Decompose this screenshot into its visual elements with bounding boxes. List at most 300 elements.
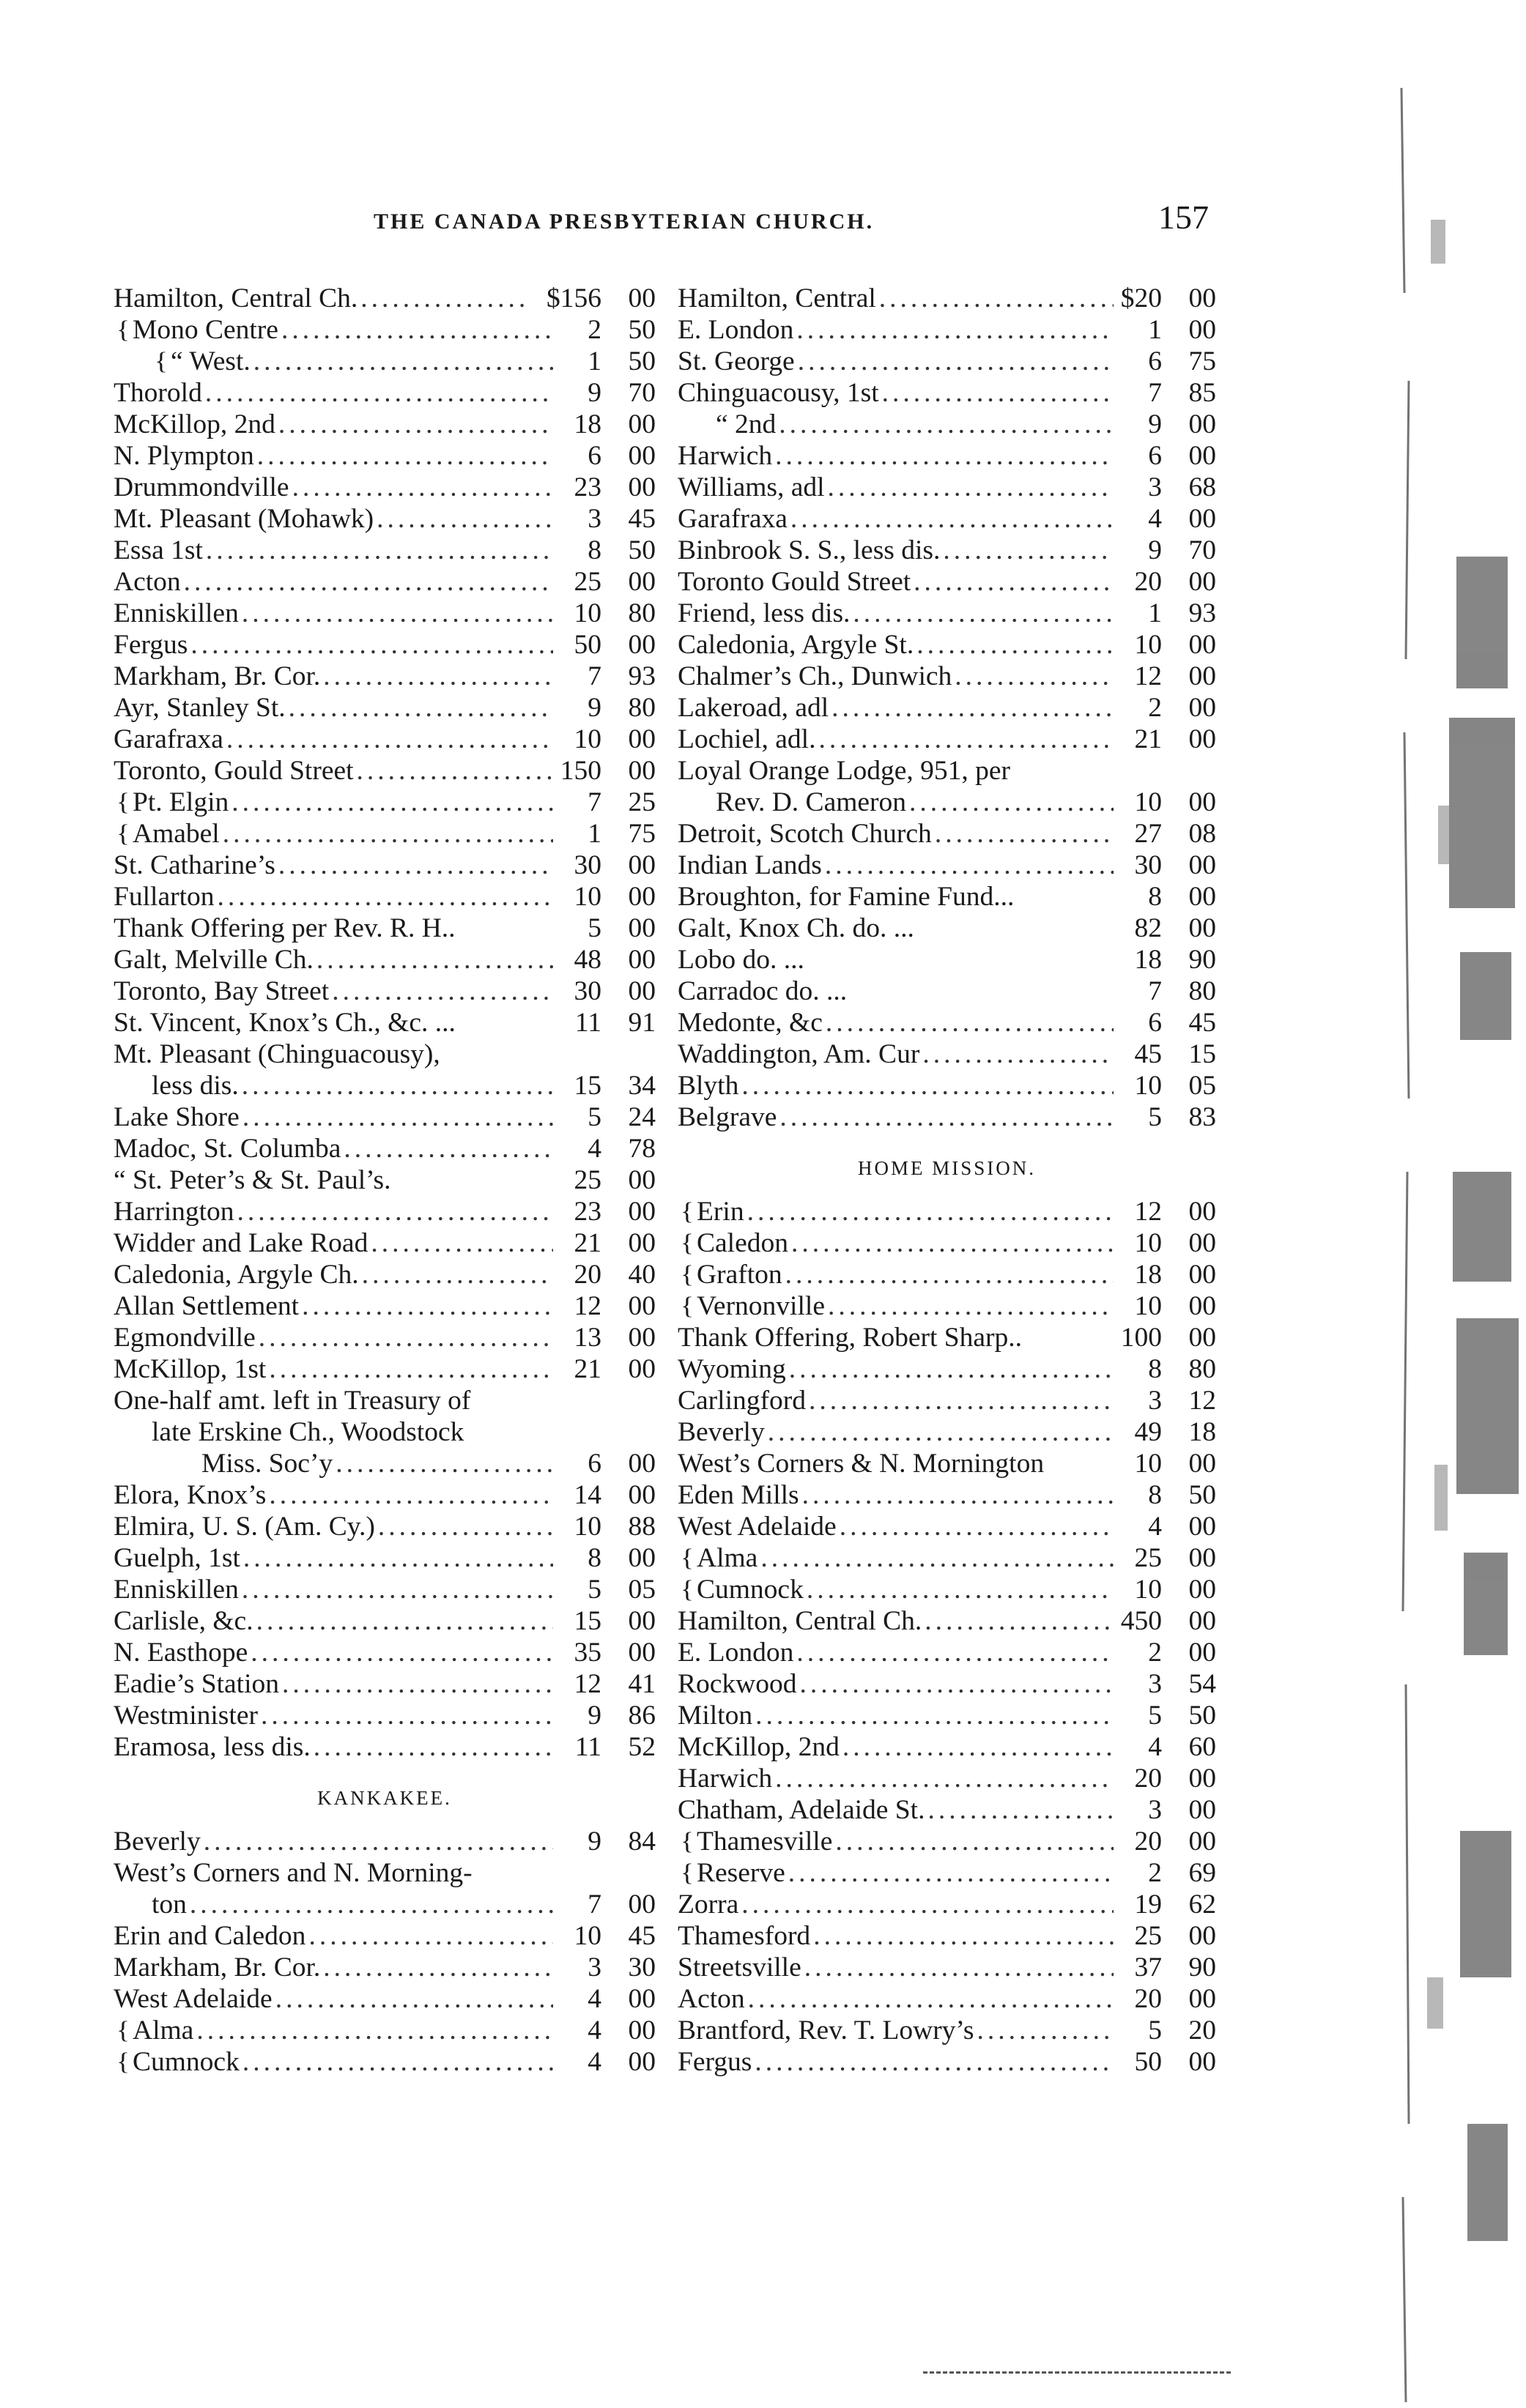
kankakee-entry-row (114, 2046, 656, 2078)
left-entry-row (114, 1448, 656, 1479)
entry-name: Beverly (114, 1827, 201, 1857)
left-entry-row (114, 598, 656, 629)
amount-dollars: 45 (1134, 1039, 1162, 1069)
amount-cents: 00 (1188, 441, 1216, 471)
entry-name: Ayr, Stanley St. (114, 693, 286, 723)
dot-leader (779, 409, 1114, 440)
amount-cents: 00 (1188, 1606, 1216, 1636)
entry-name: Zorra (678, 1889, 739, 1920)
entry-name: { Caledon (678, 1227, 788, 1259)
amount-dollars: 5 (1148, 1102, 1162, 1132)
amount-dollars: 4 (588, 1984, 601, 2014)
entry-name: Carradoc do. ... (678, 976, 848, 1006)
amount-cents: 83 (1188, 1102, 1216, 1132)
right-entry-row (678, 503, 1216, 535)
dot-leader (357, 755, 553, 787)
dot-leader (289, 692, 553, 724)
home-mission-entry-row (678, 1952, 1216, 1983)
home-mission-entry-row (678, 1479, 1216, 1511)
amount-cents: 90 (1188, 945, 1216, 975)
entry-name: Harwich (678, 441, 773, 471)
amount-cents: 00 (1188, 850, 1216, 880)
home-mission-entry-row (678, 1637, 1216, 1668)
amount-cents: 05 (1188, 1071, 1216, 1101)
amount-dollars: 6 (588, 441, 601, 471)
amount-dollars: 7 (588, 1889, 601, 1920)
amount-cents: 90 (1188, 1952, 1216, 1982)
kankakee-entry-row (114, 1857, 656, 1889)
entry-name: Guelph, 1st (114, 1543, 240, 1573)
entry-name: { Cumnock (678, 1574, 804, 1605)
entry-name: St. Catharine’s (114, 850, 275, 880)
left-entry-row (114, 535, 656, 566)
left-entry-row (114, 1290, 656, 1322)
amount-dollars: 3 (588, 504, 601, 534)
entry-name: McKillop, 2nd (678, 1732, 840, 1762)
section-title-home-mission: HOME MISSION. (857, 1157, 1037, 1179)
amount-cents: 91 (628, 1008, 656, 1038)
left-entry-row (114, 1731, 656, 1763)
entry-name: McKillop, 2nd (114, 409, 275, 439)
amount-cents: 00 (628, 567, 656, 597)
dot-leader (206, 535, 553, 566)
dot-leader (800, 1668, 1114, 1700)
right-entry-row (678, 1070, 1216, 1101)
amount-cents: 50 (628, 315, 656, 345)
kankakee-entry-row (114, 1920, 656, 1952)
amount-cents: 45 (1188, 1008, 1216, 1038)
amount-dollars: 10 (1134, 1228, 1162, 1258)
amount-cents: 00 (1188, 1512, 1216, 1542)
dot-leader (332, 976, 553, 1007)
entry-name: Elora, Knox’s (114, 1480, 267, 1510)
dot-leader (818, 724, 1114, 755)
left-entry-row (114, 1070, 656, 1101)
left-entry-row (114, 1605, 656, 1637)
amount-dollars: 11 (574, 1732, 601, 1762)
left-entry-row (114, 377, 656, 409)
entry-name: Loyal Orange Lodge, 951, per (678, 756, 1011, 786)
entry-name: Hamilton, Central Ch. (114, 283, 358, 313)
left-entry-row (114, 1416, 656, 1448)
amount-dollars: 35 (574, 1638, 601, 1668)
left-entry-row (114, 629, 656, 661)
amount-cents: 00 (628, 1323, 656, 1353)
dot-leader (344, 1133, 553, 1164)
dot-leader (804, 1952, 1114, 1983)
amount-cents: 00 (628, 1889, 656, 1920)
right-entry-row (678, 472, 1216, 503)
right-entry-row (678, 881, 1216, 913)
amount-cents: 00 (1188, 1543, 1216, 1573)
amount-cents: 05 (628, 1575, 656, 1605)
left-entry-row (114, 1259, 656, 1290)
left-entry-row (114, 1637, 656, 1668)
left-entry-row (114, 346, 656, 377)
entry-name: Egmondville (114, 1323, 256, 1353)
amount-dollars: 14 (574, 1480, 601, 1510)
amount-dollars: 8 (588, 1543, 601, 1573)
dot-leader (323, 1952, 553, 1983)
amount-cents: 00 (1188, 1228, 1216, 1258)
amount-dollars: 50 (1134, 2047, 1162, 2077)
left-entry-row (114, 1511, 656, 1542)
home-mission-entry-row (678, 1448, 1216, 1479)
amount-cents: 00 (628, 724, 656, 754)
dot-leader (755, 2046, 1114, 2078)
amount-dollars: 25 (574, 567, 601, 597)
dot-leader (813, 1920, 1114, 1952)
dot-leader (790, 503, 1114, 535)
entry-name: Wyoming (678, 1354, 786, 1384)
dot-leader (807, 1574, 1114, 1605)
page-header (366, 198, 1209, 242)
dot-leader (257, 440, 553, 472)
amount-dollars: 82 (1134, 913, 1162, 943)
left-entry-row (114, 409, 656, 440)
dot-leader (828, 1290, 1114, 1322)
entry-name: Enniskillen (114, 598, 239, 628)
amount-dollars: 10 (1134, 630, 1162, 660)
dot-leader (796, 314, 1114, 346)
dot-leader (302, 1290, 553, 1322)
amount-dollars: 10 (574, 1512, 601, 1542)
amount-dollars: 4 (588, 1134, 601, 1164)
amount-dollars: 5 (1148, 2015, 1162, 2045)
right-entry-row (678, 598, 1216, 629)
home-mission-entry-row (678, 1259, 1216, 1290)
left-entry-row (114, 818, 656, 850)
dot-leader (362, 1259, 553, 1290)
dot-leader (909, 787, 1114, 818)
amount-cents: 00 (1188, 2047, 1216, 2077)
kankakee-entry-row (114, 1826, 656, 1857)
home-mission-entry-row (678, 1826, 1216, 1857)
amount-cents: 00 (628, 472, 656, 502)
amount-cents: 00 (1188, 1449, 1216, 1479)
left-entry-row (114, 1196, 656, 1227)
dot-leader (922, 1038, 1114, 1070)
amount-cents: 20 (1188, 2015, 1216, 2045)
entry-name: Streetsville (678, 1952, 801, 1982)
section-title-kankakee: KANKAKEE. (317, 1787, 452, 1809)
dot-leader (825, 850, 1114, 881)
dot-leader (275, 1983, 553, 2015)
entry-name: { “ West. (114, 346, 251, 377)
entry-name: Thamesford (678, 1921, 811, 1951)
amount-dollars: 30 (1134, 850, 1162, 880)
amount-dollars: 20 (1134, 1827, 1162, 1857)
amount-cents: 75 (1188, 346, 1216, 376)
amount-cents: 00 (628, 1606, 656, 1636)
amount-cents: 62 (1188, 1889, 1216, 1920)
dot-leader (336, 1448, 553, 1479)
home-mission-entry-row (678, 1920, 1216, 1952)
amount-cents: 45 (628, 504, 656, 534)
home-mission-entry-row (678, 1605, 1216, 1637)
left-entry-row (114, 1164, 656, 1196)
right-entry-row (678, 1007, 1216, 1038)
entry-name: N. Plympton (114, 441, 254, 471)
dot-leader (879, 283, 1114, 314)
left-entry-row (114, 1479, 656, 1511)
entry-name: Hamilton, Central (678, 283, 876, 313)
entry-name: Eramosa, less dis. (114, 1732, 311, 1762)
left-entry-row (114, 1574, 656, 1605)
amount-cents: 00 (628, 913, 656, 943)
left-entry-row (114, 314, 656, 346)
amount-cents: 00 (1188, 1764, 1216, 1794)
amount-dollars: 30 (574, 976, 601, 1006)
home-mission-entry-row (678, 1416, 1216, 1448)
amount-dollars: 10 (1134, 787, 1162, 817)
right-entry-row (678, 346, 1216, 377)
amount-dollars: 10 (1134, 1575, 1162, 1605)
amount-cents: 80 (628, 598, 656, 628)
kankakee-list (114, 1826, 656, 2078)
amount-cents: 00 (628, 1165, 656, 1195)
kankakee-entry-row (114, 1889, 656, 1920)
amount-dollars: 5 (588, 913, 601, 943)
entry-name: Harwich (678, 1764, 773, 1794)
amount-cents: 30 (628, 1952, 656, 1982)
entry-name: Brantford, Rev. T. Lowry’s (678, 2015, 974, 2045)
entry-name: St. Vincent, Knox’s Ch., &c. ... (114, 1008, 456, 1038)
entry-name: Rev. D. Cameron (716, 787, 907, 817)
scan-edge-artifact (1387, 0, 1526, 2408)
dot-leader (218, 881, 554, 913)
amount-cents: 00 (628, 1638, 656, 1668)
amount-dollars: 2 (588, 315, 601, 345)
amount-dollars: 27 (1134, 819, 1162, 849)
entry-name: Drummondville (114, 472, 289, 502)
left-entry-row (114, 881, 656, 913)
entry-name: { Thamesville (678, 1826, 832, 1857)
entry-name: Chinguacousy, 1st (678, 378, 879, 408)
entry-name: Chatham, Adelaide St. (678, 1795, 925, 1825)
right-entry-row (678, 755, 1216, 787)
entry-name: West’s Corners and N. Morning- (114, 1858, 473, 1888)
left-column (114, 283, 656, 2078)
amount-cents: 00 (1188, 1323, 1216, 1353)
entry-name: One-half amt. left in Treasury of (114, 1386, 471, 1416)
dot-leader (796, 1637, 1114, 1668)
amount-cents: 34 (628, 1071, 656, 1101)
amount-cents: 75 (628, 819, 656, 849)
amount-cents: 70 (628, 378, 656, 408)
amount-dollars: 13 (574, 1323, 601, 1353)
dot-leader (281, 314, 553, 346)
dot-leader (269, 1353, 553, 1385)
entry-name: late Erskine Ch., Woodstock (152, 1417, 464, 1447)
entry-name: Erin and Caledon (114, 1921, 306, 1951)
right-entry-row (678, 377, 1216, 409)
right-entry-row (678, 535, 1216, 566)
home-mission-entry-row (678, 1700, 1216, 1731)
amount-dollars: 25 (1134, 1543, 1162, 1573)
entry-name: West’s Corners & N. Mornington (678, 1449, 1045, 1479)
amount-cents: 84 (628, 1827, 656, 1857)
amount-cents: 70 (1188, 535, 1216, 565)
amount-cents: 00 (1188, 1575, 1216, 1605)
dot-leader (935, 818, 1114, 850)
left-entry-row (114, 1353, 656, 1385)
entry-name: N. Easthope (114, 1638, 248, 1668)
amount-dollars: 9 (588, 1701, 601, 1731)
bottom-scan-mark (923, 2371, 1231, 2378)
amount-cents: 00 (1188, 1260, 1216, 1290)
right-entry-row (678, 566, 1216, 598)
entry-name: Toronto, Gould Street (114, 756, 354, 786)
left-entry-row (114, 566, 656, 598)
amount-cents: 00 (628, 945, 656, 975)
dot-leader (371, 1227, 553, 1259)
entry-name: { Erin (678, 1196, 744, 1227)
left-list (114, 283, 656, 1763)
entry-name: McKillop, 1st (114, 1354, 267, 1384)
amount-dollars: 6 (1148, 441, 1162, 471)
home-mission-entry-row (678, 2015, 1216, 2046)
dot-leader (253, 346, 553, 377)
amount-dollars: 11 (574, 1008, 601, 1038)
amount-cents: 00 (628, 283, 656, 313)
amount-cents: 00 (628, 409, 656, 439)
left-entry-row (114, 724, 656, 755)
amount-cents: 00 (1188, 661, 1216, 691)
amount-dollars: 4 (1148, 504, 1162, 534)
amount-dollars: 15 (574, 1071, 601, 1101)
left-entry-row (114, 1133, 656, 1164)
entry-name: { Cumnock (114, 2046, 240, 2078)
amount-cents: 80 (1188, 976, 1216, 1006)
amount-cents: 12 (1188, 1386, 1216, 1416)
dot-leader (378, 1511, 553, 1542)
right-entry-row (678, 1101, 1216, 1133)
dot-leader (190, 1889, 553, 1920)
entry-name: { Alma (678, 1542, 758, 1574)
amount-dollars: 4 (588, 2015, 601, 2045)
entry-name: { Reserve (678, 1857, 785, 1889)
dot-leader (196, 2015, 553, 2046)
amount-dollars: 3 (1148, 1795, 1162, 1825)
amount-cents: 24 (628, 1102, 656, 1132)
amount-dollars: 9 (1148, 535, 1162, 565)
right-entry-row (678, 661, 1216, 692)
dot-leader (269, 1479, 553, 1511)
amount-dollars: 20 (574, 1260, 601, 1290)
amount-cents: 93 (1188, 598, 1216, 628)
kankakee-entry-row (114, 2015, 656, 2046)
amount-dollars: 1 (1148, 598, 1162, 628)
dot-leader (748, 1983, 1114, 2015)
entry-name: Carlingford (678, 1386, 806, 1416)
amount-dollars: 4 (588, 2047, 601, 2077)
dot-leader (927, 1794, 1114, 1826)
kankakee-entry-row (114, 1983, 656, 2015)
home-mission-entry-row (678, 1731, 1216, 1763)
amount-dollars: 1 (1148, 315, 1162, 345)
amount-dollars: 7 (1148, 976, 1162, 1006)
entry-name: Markham, Br. Cor. (114, 1952, 321, 1982)
amount-dollars: 1 (588, 819, 601, 849)
home-mission-entry-row (678, 1196, 1216, 1227)
amount-cents: 00 (1188, 315, 1216, 345)
home-mission-entry-row (678, 1794, 1216, 1826)
left-entry-row (114, 661, 656, 692)
amount-dollars: 25 (1134, 1921, 1162, 1951)
amount-dollars: 30 (574, 850, 601, 880)
dot-leader (242, 2046, 553, 2078)
amount-cents: 15 (1188, 1039, 1216, 1069)
amount-cents: 00 (628, 1354, 656, 1384)
left-entry-row (114, 787, 656, 818)
amount-dollars: 21 (574, 1354, 601, 1384)
entry-name: Binbrook S. S., less dis. (678, 535, 941, 565)
dot-leader (226, 724, 553, 755)
amount-dollars: 3 (1148, 1669, 1162, 1699)
entry-name: Beverly (678, 1417, 765, 1447)
dot-leader (242, 598, 553, 629)
entry-name: West Adelaide (114, 1984, 273, 2014)
amount-dollars: 7 (588, 787, 601, 817)
right-entry-row (678, 850, 1216, 881)
entry-name: Fullarton (114, 882, 215, 912)
amount-cents: 00 (628, 1480, 656, 1510)
amount-dollars: 10 (574, 1921, 601, 1951)
amount-cents: 00 (1188, 1795, 1216, 1825)
amount-dollars: 10 (574, 882, 601, 912)
home-mission-list (678, 1196, 1216, 2078)
entry-name: Harrington (114, 1197, 234, 1227)
amount-cents: 80 (628, 693, 656, 723)
entry-name: { Pt. Elgin (114, 787, 229, 818)
dot-leader (916, 629, 1114, 661)
entry-name: Waddington, Am. Cur (678, 1039, 920, 1069)
amount-dollars: 8 (1148, 882, 1162, 912)
dot-leader (809, 1385, 1114, 1416)
amount-dollars: 3 (588, 1952, 601, 1982)
amount-cents: 00 (1188, 1638, 1216, 1668)
dot-leader (282, 1668, 553, 1700)
amount-cents: 00 (628, 441, 656, 471)
home-mission-entry-row (678, 1322, 1216, 1353)
left-entry-row (114, 1322, 656, 1353)
dot-leader (977, 2015, 1114, 2046)
dot-leader (798, 346, 1114, 377)
dot-leader (237, 1196, 553, 1227)
entry-name: Williams, adl (678, 472, 825, 502)
left-entry-row (114, 1385, 656, 1416)
amount-dollars: 18 (1134, 945, 1162, 975)
amount-dollars: 150 (560, 756, 601, 786)
amount-dollars: 2 (1148, 1638, 1162, 1668)
entry-name: Allan Settlement (114, 1291, 300, 1321)
amount-dollars: 6 (588, 1449, 601, 1479)
left-entry-row (114, 440, 656, 472)
right-entry-row (678, 787, 1216, 818)
amount-cents: 50 (1188, 1701, 1216, 1731)
kankakee-entry-row (114, 1952, 656, 1983)
amount-cents: 00 (1188, 1921, 1216, 1951)
amount-cents: 08 (1188, 819, 1216, 849)
amount-dollars: 6 (1148, 346, 1162, 376)
amount-cents: 00 (1188, 1827, 1216, 1857)
amount-cents: 00 (1188, 283, 1216, 313)
dot-leader (360, 283, 525, 314)
home-mission-entry-row (678, 1511, 1216, 1542)
amount-dollars: 12 (1134, 661, 1162, 691)
left-entry-row (114, 1007, 656, 1038)
